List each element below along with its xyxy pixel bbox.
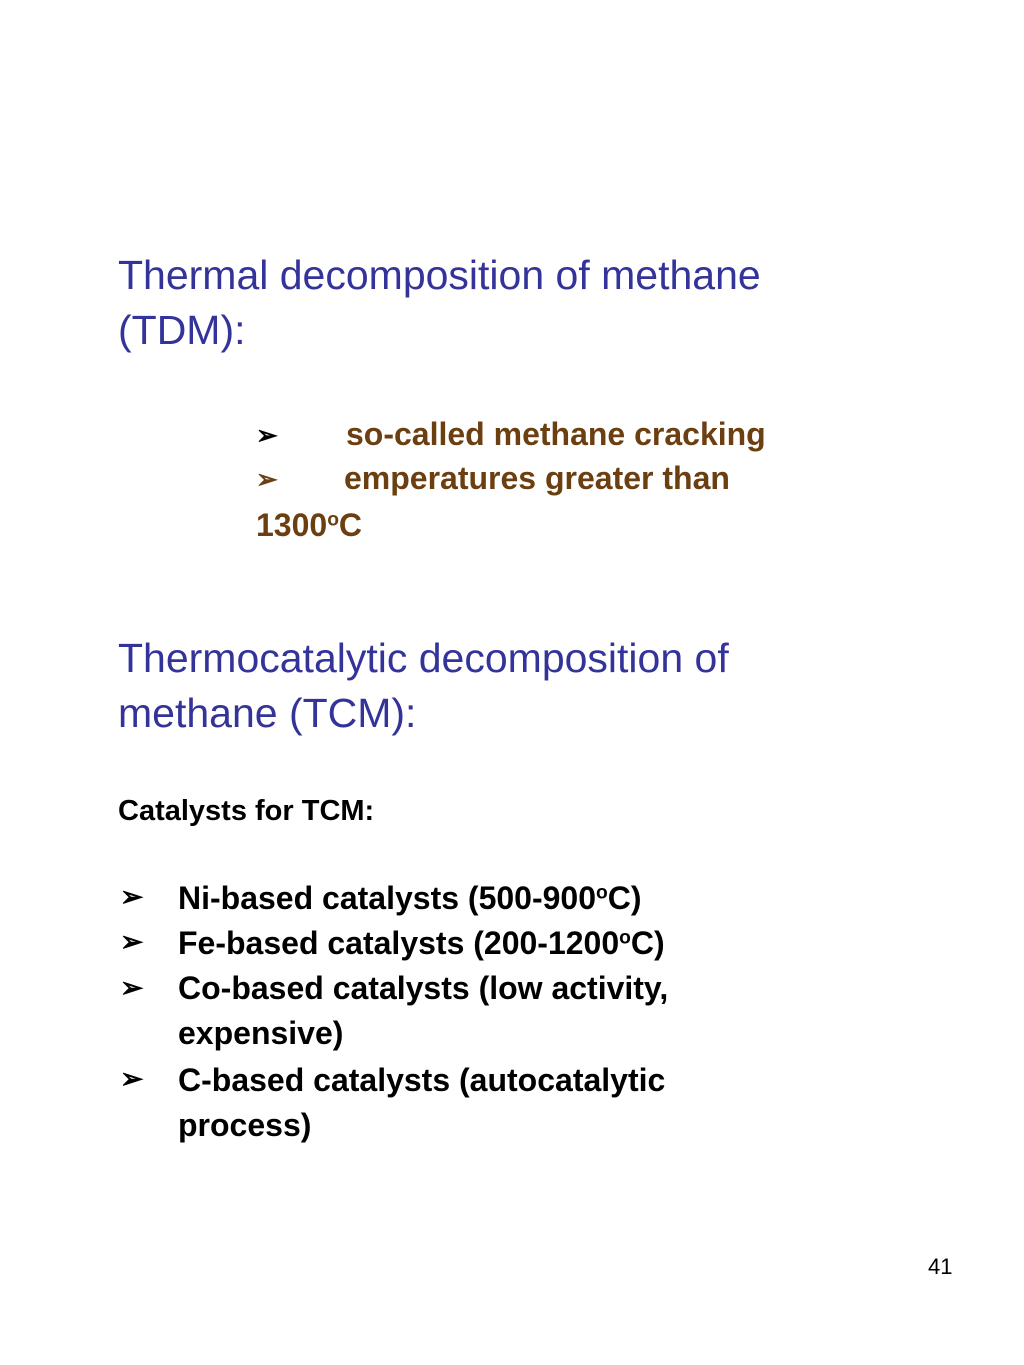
arrow-bullet-icon: ➢ xyxy=(256,464,278,494)
catalyst-item-ni: Ni-based catalysts (500-900$^o$C) xyxy=(178,880,642,916)
tdm-bullet-1: so-called methane cracking xyxy=(346,416,766,452)
section-heading-tcm: Thermocatalytic decomposition of methane (TCM): xyxy=(118,635,729,736)
arrow-bullet-icon: ➢ xyxy=(120,1063,144,1094)
catalyst-item-co: Co-based catalysts (low activity, expensive) xyxy=(178,970,669,1051)
catalysts-label: Catalysts for TCM: xyxy=(118,795,375,827)
arrow-bullet-icon: ➢ xyxy=(120,926,144,957)
arrow-bullet-icon: ➢ xyxy=(120,972,144,1003)
page-number: 41 xyxy=(928,1254,953,1279)
section-heading-tdm: Thermal decomposition of methane (TDM): xyxy=(118,252,761,353)
tdm-temperature: 1300$^o$C xyxy=(256,507,363,543)
catalyst-item-fe: Fe-based catalysts (200-1200$^o$C) xyxy=(178,925,665,961)
arrow-bullet-icon: ➢ xyxy=(256,420,278,450)
arrow-bullet-icon: ➢ xyxy=(120,881,144,912)
tdm-bullet-2: emperatures greater than xyxy=(344,460,730,496)
catalyst-item-c: C-based catalysts (autocatalytic process) xyxy=(178,1062,666,1143)
